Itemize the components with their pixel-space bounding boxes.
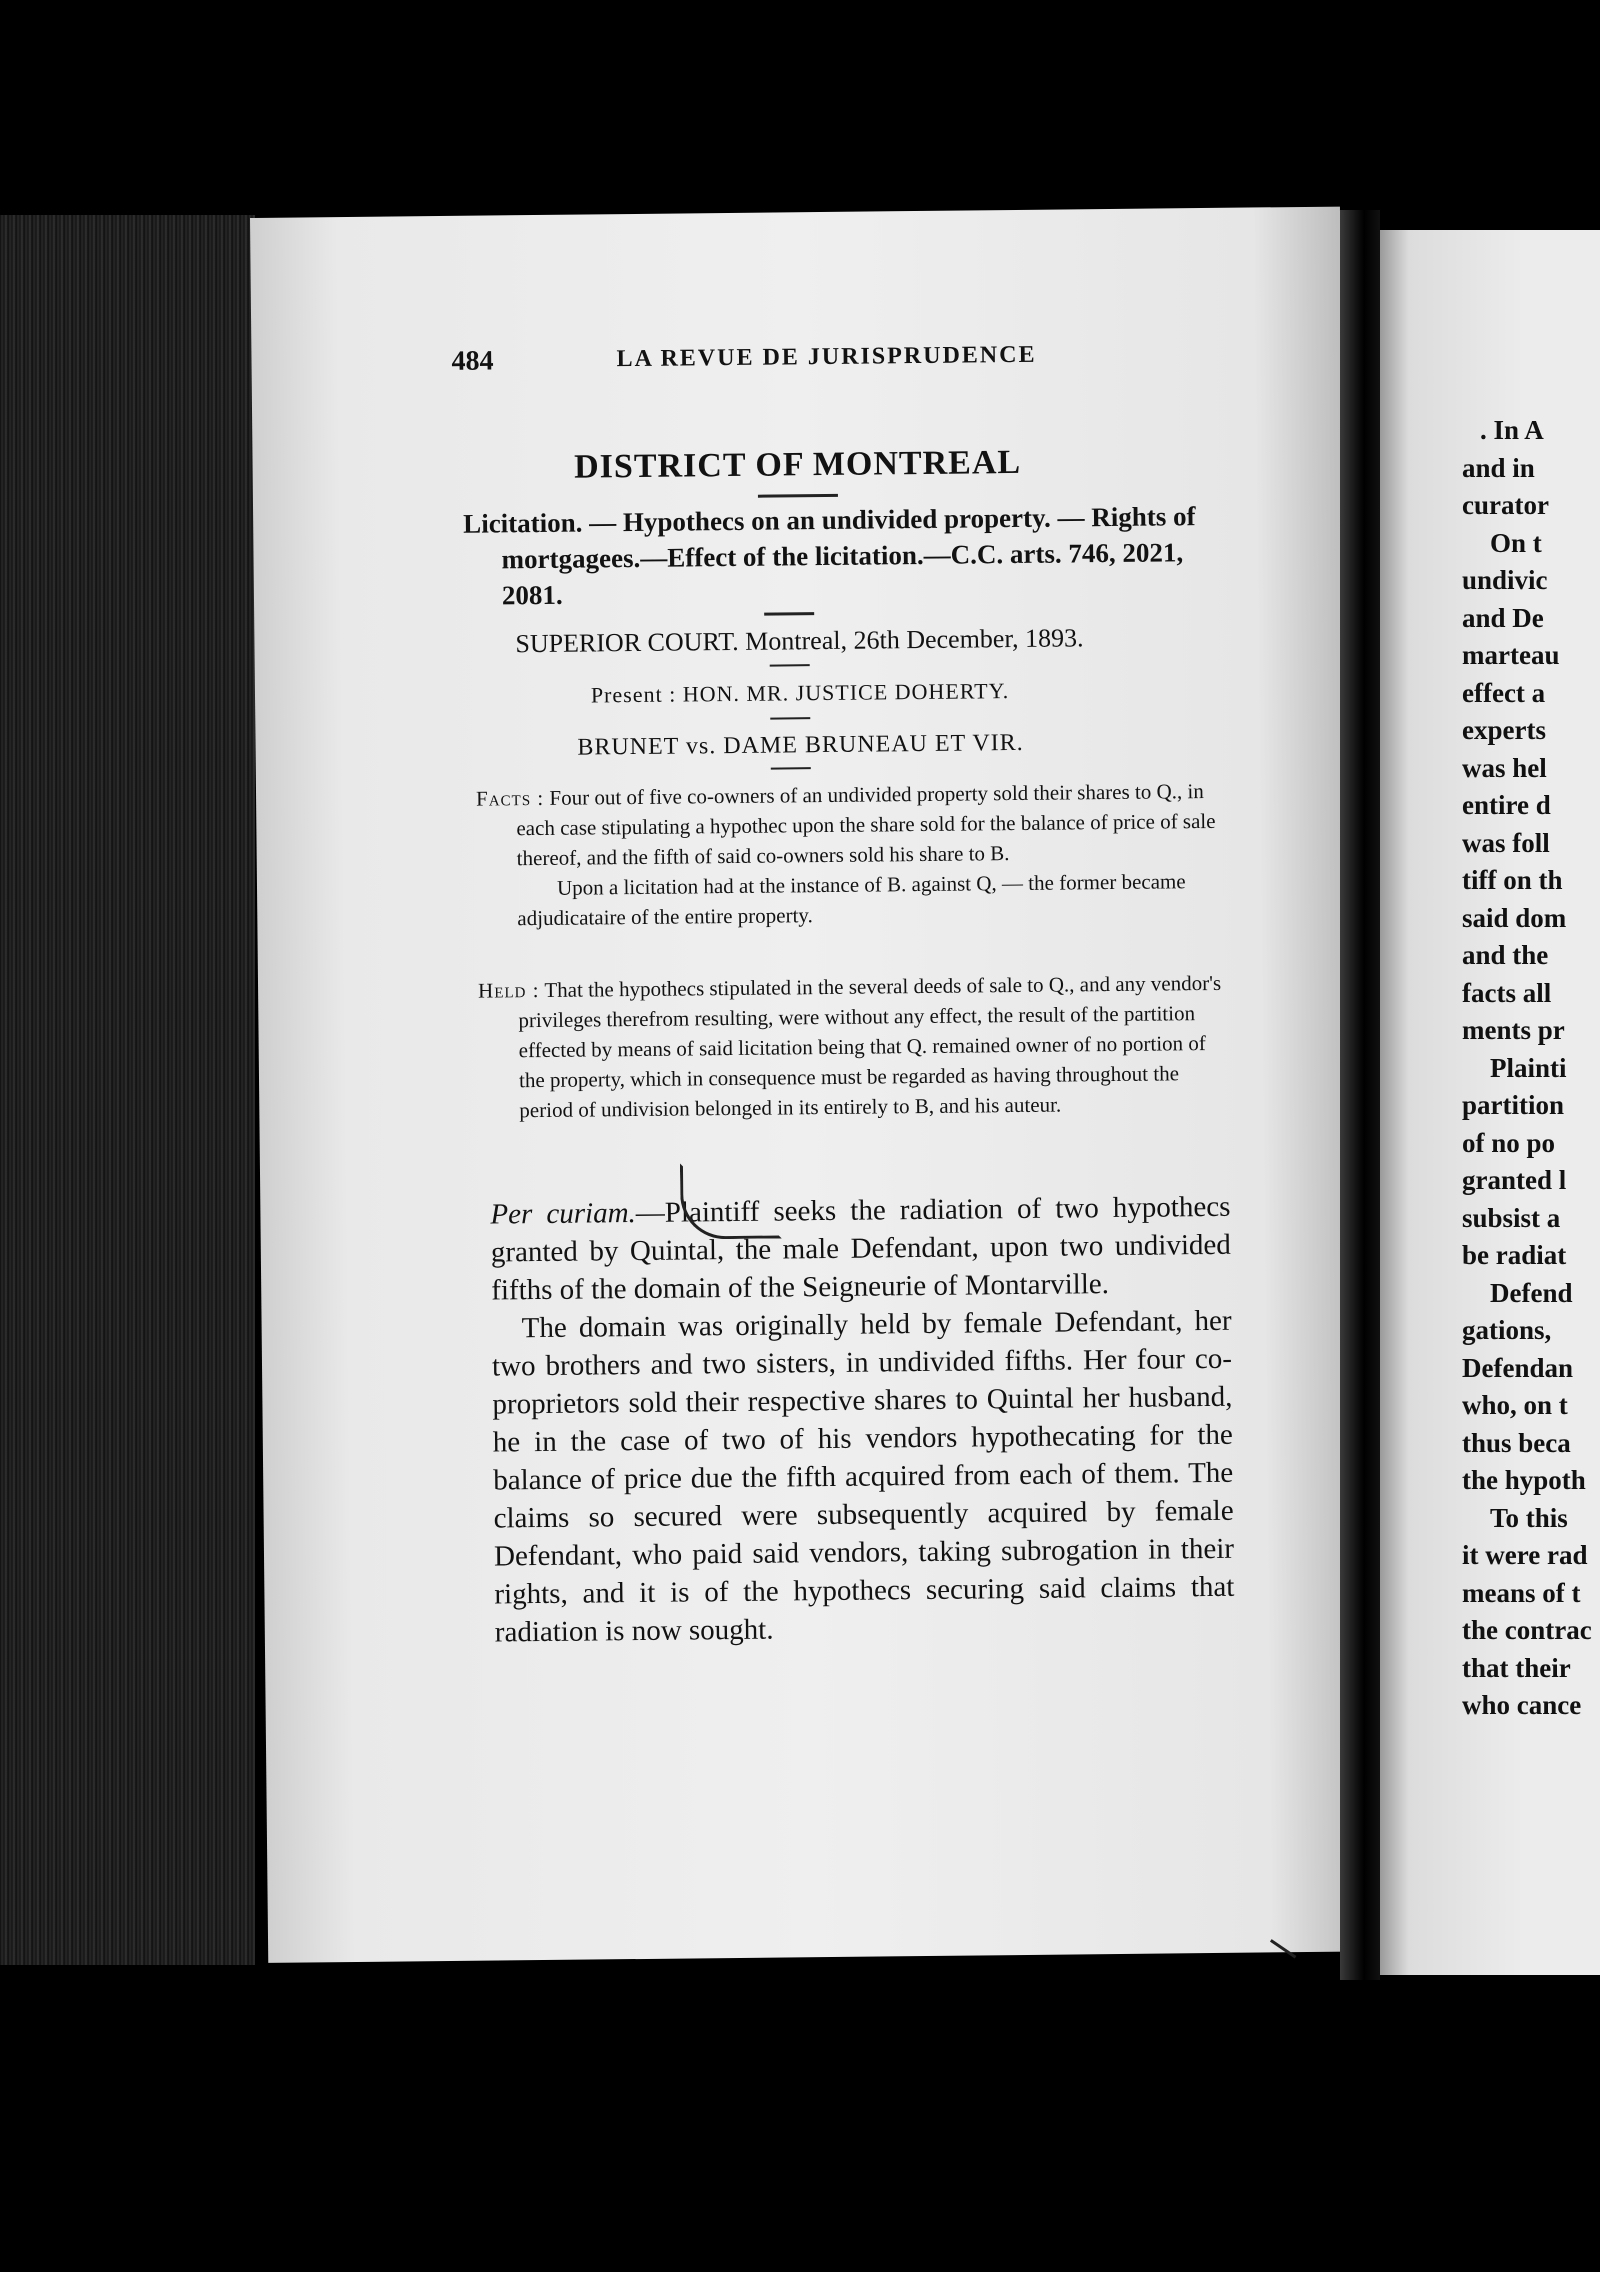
left-page [250, 207, 1358, 1963]
right-page-line: facts all [1462, 977, 1552, 1008]
title-rule [758, 494, 838, 498]
running-head [451, 337, 1331, 377]
facts-text: Four out of five co-owners of an undivided property sold their shares to Q., in each case stipulating a hypothec upon the share sold for the balance of price of sale thereof, and the fifth of said co-owners sold his share to B. [516, 779, 1216, 871]
right-page-line: was foll [1462, 827, 1550, 858]
parties-line: BRUNET vs. DAME BRUNEAU ET VIR. [577, 729, 1024, 761]
right-page-line: ments pr [1462, 1015, 1565, 1045]
pencil-tick-mark [1270, 1939, 1296, 1958]
right-page-line: the contrac [1462, 1615, 1592, 1645]
right-page-line: and De [1462, 602, 1544, 633]
page-number: 484 [451, 345, 494, 377]
held-text: That the hypothecs stipulated in the several deeds of sale to Q., and any vendor's privileges therefrom resulting, were without any effect, the result of the partition effected by means of said licitation being that Q. remained owner of no portion of the property, which in consequence must be regarded as having throughout the period of undivision belonged in its entirely to B, and his auteur. [518, 970, 1222, 1123]
right-page-line: it were rad [1462, 1540, 1588, 1570]
district-title: DISTRICT OF MONTREAL [573, 443, 1022, 486]
right-page-line: and the [1462, 940, 1549, 970]
facts-text-2: Upon a licitation had at the instance of B. against Q, — the former became adjudicataire of the entire property. [517, 869, 1186, 931]
book-gutter [1340, 210, 1380, 1980]
opinion-body [490, 1188, 1235, 1652]
right-page-line: entire d [1462, 790, 1551, 820]
opinion-paragraph-2: The domain was originally held by female Defendant, her two brothers and two sisters, in undivided fifths. Her four co-proprietors sold their respective shares to Quintal her husband, he in the case of two of his vendors hypothecating for the balance of price due the fifth acquired from each of them. The claims so secured were subsequently acquired by female Defendant, who paid said vendors, taking subrogation in their rights, and it is of the hypothecs securing said claims that radiation is now sought. [491, 1304, 1235, 1649]
right-page-line: effect a [1462, 677, 1546, 708]
journal-title: LA REVUE DE JURISPRUDENCE [616, 341, 1037, 373]
held-section [478, 968, 1225, 1126]
right-page-line: and in [1462, 452, 1535, 483]
court-rule [770, 664, 810, 666]
right-page-line: who cance [1462, 1690, 1582, 1720]
pencil-mark [680, 1162, 782, 1239]
per-curiam-label: Per curiam. [490, 1197, 636, 1231]
right-page-line: thus beca [1462, 1427, 1571, 1458]
present-line: Present : HON. MR. JUSTICE DOHERTY. [590, 678, 1010, 708]
right-page [1380, 230, 1600, 1975]
right-page-line: Defend [1490, 1277, 1573, 1308]
right-page-line: Plainti [1490, 1052, 1567, 1083]
headnote-rule [764, 612, 814, 616]
facts-section [476, 776, 1223, 934]
right-page-line: undivic [1462, 565, 1548, 595]
right-page-line: tiff on th [1462, 865, 1563, 895]
right-page-line: marteau [1462, 640, 1560, 670]
right-page-line: Defendan [1462, 1352, 1574, 1383]
right-page-line: was hel [1462, 752, 1547, 783]
book-page-edges [0, 215, 255, 1965]
right-page-line: gations, [1462, 1315, 1552, 1345]
right-page-line: partition [1462, 1090, 1565, 1120]
right-page-line: means of t [1462, 1577, 1581, 1608]
facts-label: Facts : [475, 785, 545, 811]
right-page-line: the hypoth [1462, 1465, 1586, 1495]
opinion-paragraph-1-text: —Plaintiff seeks the radiation of two hypothecs granted by Quintal, the male Defendant, upon two undivided fifths of the domain of the Seigneurie of Montarville. [490, 1190, 1231, 1307]
opinion-paragraph-1 [490, 1188, 1231, 1310]
headnote: Licitation. — Hypothecs on an undivided property. — Rights of mortgagees.—Effect of the licitation.—C.C. arts. 746, 2021, 2081. [463, 501, 1196, 611]
right-page-line: granted l [1462, 1165, 1567, 1195]
right-page-line: curator [1462, 490, 1549, 520]
right-page-line: that their [1462, 1652, 1571, 1683]
right-page-line: . In A [1480, 415, 1544, 445]
held-label: Held : [477, 978, 540, 1003]
right-page-line: On t [1490, 527, 1542, 558]
right-page-line: To this [1490, 1502, 1568, 1533]
parties-rule [771, 767, 811, 769]
right-page-line: be radiat [1462, 1240, 1567, 1270]
present-rule [770, 717, 810, 719]
right-page-line: experts [1462, 715, 1546, 745]
right-page-line: who, on t [1462, 1390, 1568, 1420]
court-line: SUPERIOR COURT. Montreal, 26th December, 1893. [515, 623, 1084, 659]
right-page-line: subsist a [1462, 1202, 1561, 1233]
right-page-line: of no po [1462, 1127, 1556, 1158]
right-page-line: said dom [1462, 902, 1567, 933]
